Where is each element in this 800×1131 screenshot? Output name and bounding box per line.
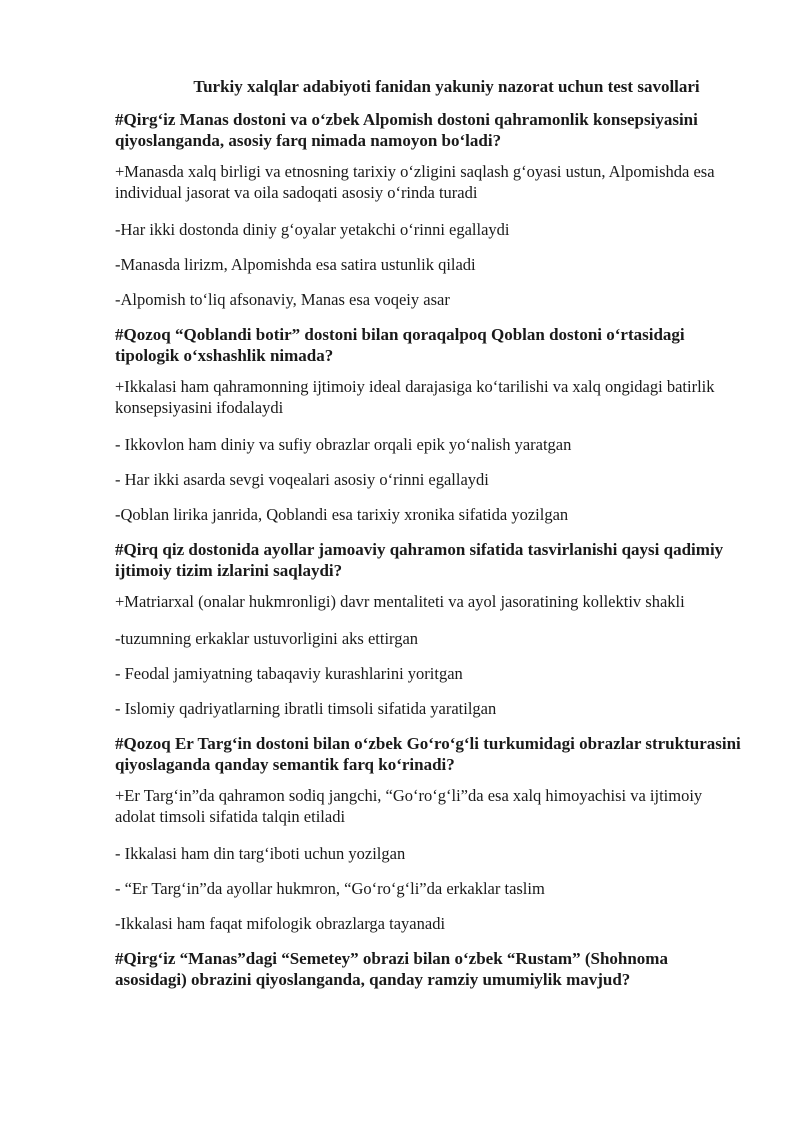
- answer-option: -Manasda lirizm, Alpomishda esa satira ustunlik qiladi: [115, 255, 476, 274]
- answer-option: - Ikkalasi ham din targ‘iboti uchun yozilgan: [115, 844, 406, 863]
- question-2: #Qozoq “Qoblandi botir” dostoni bilan qoraqalpoq Qoblan dostoni o‘rtasidagi tipologik o‘xshashlik nimada?: [115, 325, 685, 365]
- answer-option: - Islomiy qadriyatlarning ibratli timsoli sifatida yaratilgan: [115, 699, 497, 718]
- answer-option: +Matriarxal (onalar hukmronligi) davr mentaliteti va ayol jasoratining kollektiv shakli: [115, 592, 685, 611]
- question-3: #Qirq qiz dostonida ayollar jamoaviy qahramon sifatida tasvirlanishi qaysi qadimiy ijtimoiy tizim izlarini saqlaydi?: [115, 540, 724, 580]
- answer-option: - Feodal jamiyatning tabaqaviy kurashlarini yoritgan: [115, 664, 463, 683]
- answer-option: +Er Targ‘in”da qahramon sodiq jangchi, “Go‘ro‘g‘li”da esa xalq himoyachisi va ijtimoiy adolat timsoli sifatida talqin etiladi: [115, 786, 703, 826]
- document-title: Turkiy xalqlar adabiyoti fanidan yakuniy nazorat uchun test savollari: [193, 77, 700, 96]
- answer-option: -Qoblan lirika janrida, Qoblandi esa tarixiy xronika sifatida yozilgan: [115, 505, 569, 524]
- question-4: #Qozoq Er Targ‘in dostoni bilan o‘zbek Go‘ro‘g‘li turkumidagi obrazlar strukturasini qiyoslaganda qanday semantik farq ko‘rinadi?: [115, 734, 741, 774]
- question-1: #Qirg‘iz Manas dostoni va o‘zbek Alpomish dostoni qahramonlik konsepsiyasini qiyoslanganda, asosiy farq nimada namoyon bo‘ladi?: [115, 110, 698, 150]
- answer-option: +Ikkalasi ham qahramonning ijtimoiy ideal darajasiga ko‘tarilishi va xalq ongidagi batirlik konsepsiyasini ifodalaydi: [115, 377, 715, 417]
- answer-option: - Ikkovlon ham diniy va sufiy obrazlar orqali epik yo‘nalish yaratgan: [115, 435, 572, 454]
- question-5: #Qirg‘iz “Manas”dagi “Semetey” obrazi bilan o‘zbek “Rustam” (Shohnoma asosidagi) obrazini qiyoslanganda, qanday ramziy umumiylik mavjud?: [115, 949, 668, 989]
- answer-option: -Alpomish to‘liq afsonaviy, Manas esa voqeiy asar: [115, 290, 450, 309]
- answer-option: - Har ikki asarda sevgi voqealari asosiy o‘rinni egallaydi: [115, 470, 489, 489]
- answer-option: -Har ikki dostonda diniy g‘oyalar yetakchi o‘rinni egallaydi: [115, 220, 510, 239]
- answer-option: -tuzumning erkaklar ustuvorligini aks ettirgan: [115, 629, 419, 648]
- answer-option: - “Er Targ‘in”da ayollar hukmron, “Go‘ro‘g‘li”da erkaklar taslim: [115, 879, 545, 898]
- answer-option: -Ikkalasi ham faqat mifologik obrazlarga tayanadi: [115, 914, 446, 933]
- answer-option: +Manasda xalq birligi va etnosning tarixiy o‘zligini saqlash g‘oyasi ustun, Alpomishda esa individual jasorat va oila sadoqati asosiy o‘rinda turadi: [115, 162, 715, 202]
